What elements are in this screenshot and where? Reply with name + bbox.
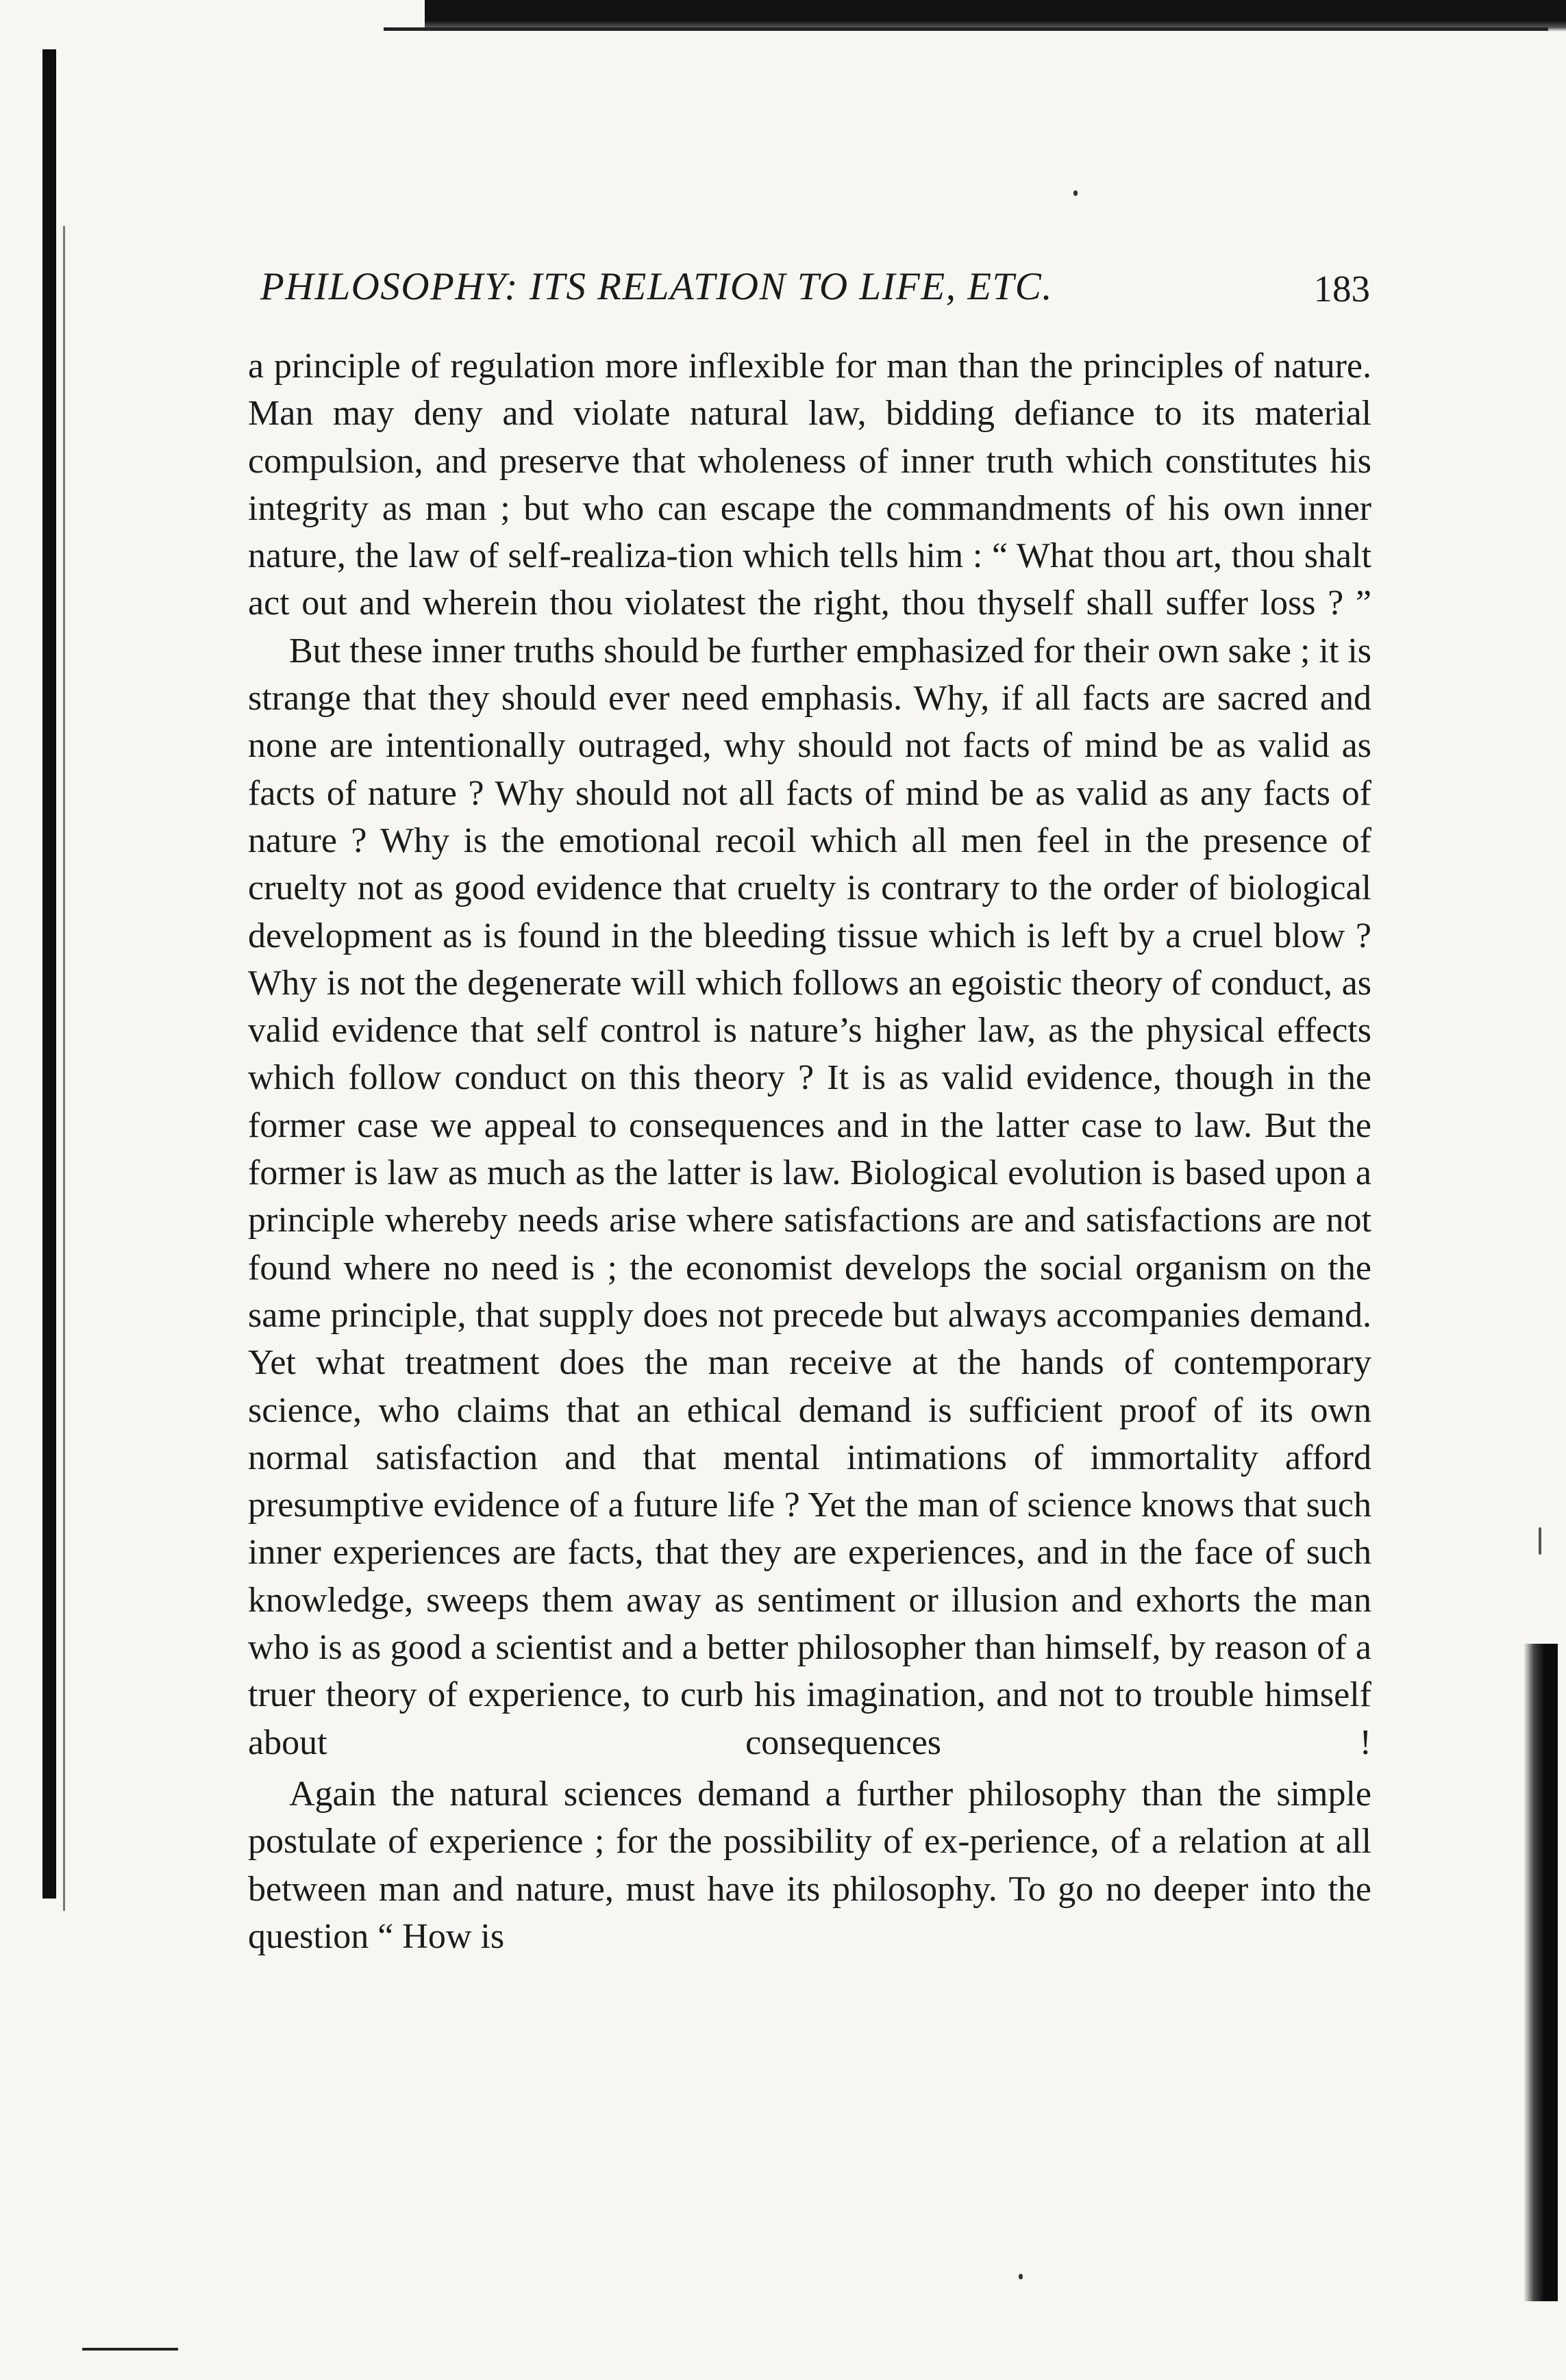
scan-speck <box>1019 2274 1023 2279</box>
scan-top-thin-rule <box>384 27 1548 31</box>
scan-bottom-edge-mark <box>82 2348 178 2351</box>
paragraph-inner-truths: But these inner truths should be further emphasized for their own sake ; it is strange that they should ever need emphasis. Why, if all facts are sacred and none are intentionally outraged, why should not facts of mind be as valid as facts of nature ? Why should not all facts of mind be as valid as any facts of nature ? Why is the emotional recoil which all men feel in the presence of cruelty not as good evidence that cruelty is contrary to the order of biological development as is found in the bleeding tissue which is left by a cruel blow ? Why is not the degenerate will which follows an egoistic theory of conduct, as valid evidence that self control is nature’s higher law, as the physical effects which follow conduct on this theory ? It is as valid evidence, though in the former case we appeal to consequences and in the latter case to law. But the former is law as much as the latter is law. Biological evolution is based upon a principle whereby needs arise where satisfactions are and satisfactions are not found where no need is ; the economist develops the social organism on the same principle, that supply does not precede but always accompanies demand. Yet what treatment does the man receive at the hands of contemporary science, who claims that an ethical demand is sufficient proof of its own normal satisfaction and that mental intimations of immortality afford presumptive evidence of a future life ? Yet the man of science knows that such inner experiences are facts, that they are experiences, and in the face of such knowledge, sweeps them away as sentiment or illusion and exhorts the man who is as good a scientist and a better philosopher than himself, by reason of a truer theory of experience, to curb his imagination, and not to trouble himself about consequences ! <box>248 631 1371 1762</box>
page-body <box>248 342 1371 1960</box>
running-header <box>260 264 1370 319</box>
running-title: PHILOSOPHY: ITS RELATION TO LIFE, ETC. <box>260 265 1053 308</box>
scan-right-binding-shadow <box>1524 1644 1558 2301</box>
paragraph-natural-sciences: Again the natural sciences demand a further philosophy than the simple postulate of experience ; for the possibility of ex-perience, of a relation at all between man and nature, must have its philosophy. To go no deeper into the question “ How is <box>248 1774 1371 1956</box>
scan-speck <box>1539 1527 1541 1555</box>
page-number: 183 <box>1313 268 1370 310</box>
paragraph-continuation: a principle of regulation more inflexible for man than the principles of nature. Man may deny and violate natural law, bidding defiance to its material compulsion, and preserve that wholeness of inner truth which constitutes his integrity as man ; but who can escape the commandments of his own inner nature, the law of self-realiza-tion which tells him : “ What thou art, thou shalt act out and wherein thou violatest the right, thou thyself shall suffer loss ? ” <box>248 347 1371 623</box>
scan-left-binding-shadow <box>42 49 56 1899</box>
scan-left-faint-line <box>63 226 65 1911</box>
scan-speck <box>1073 190 1078 196</box>
